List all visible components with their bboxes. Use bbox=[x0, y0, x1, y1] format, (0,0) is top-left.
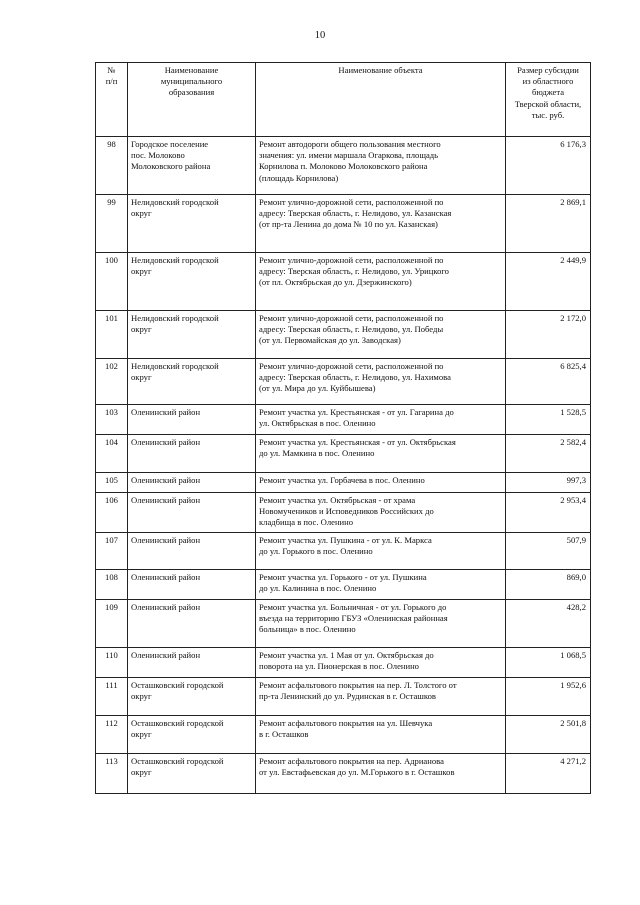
row-amount: 869,0 bbox=[506, 570, 591, 600]
row-number: 111 bbox=[96, 678, 128, 716]
table-row bbox=[96, 716, 591, 754]
row-number: 113 bbox=[96, 754, 128, 794]
row-number: 108 bbox=[96, 570, 128, 600]
row-municipality: Городское поселение пос. Молоково Молоковского района bbox=[128, 137, 256, 195]
header-num: № п/п bbox=[96, 63, 128, 137]
table-row bbox=[96, 600, 591, 648]
row-municipality: Оленинский район bbox=[128, 435, 256, 473]
row-number: 99 bbox=[96, 195, 128, 253]
row-amount: 2 869,1 bbox=[506, 195, 591, 253]
row-municipality: Осташковский городской округ bbox=[128, 754, 256, 794]
row-object: Ремонт участка ул. Крестьянская - от ул. Октябрьская до ул. Мамкина в пос. Оленино bbox=[256, 435, 506, 473]
table-row bbox=[96, 678, 591, 716]
row-municipality: Оленинский район bbox=[128, 405, 256, 435]
row-municipality: Оленинский район bbox=[128, 493, 256, 533]
row-amount: 6 176,3 bbox=[506, 137, 591, 195]
row-amount: 2 953,4 bbox=[506, 493, 591, 533]
header-municipality: Наименование муниципального образования bbox=[128, 63, 256, 137]
row-object: Ремонт асфальтового покрытия на ул. Шевчука в г. Осташков bbox=[256, 716, 506, 754]
row-object: Ремонт участка ул. Крестьянская - от ул. Гагарина до ул. Октябрьская в пос. Оленино bbox=[256, 405, 506, 435]
row-municipality: Осташковский городской округ bbox=[128, 716, 256, 754]
row-amount: 507,9 bbox=[506, 533, 591, 570]
row-object: Ремонт асфальтового покрытия на пер. Л. Толстого от пр-та Ленинский до ул. Рудинская в г. Осташков bbox=[256, 678, 506, 716]
row-amount: 1 528,5 bbox=[506, 405, 591, 435]
row-object: Ремонт участка ул. Октябрьская - от храма Новомучеников и Исповедников Российских до кладбища в пос. Оленино bbox=[256, 493, 506, 533]
row-amount: 1 068,5 bbox=[506, 648, 591, 678]
table-row bbox=[96, 754, 591, 794]
row-object: Ремонт улично-дорожной сети, расположенной по адресу: Тверская область, г. Нелидово, ул. Победы (от ул. Первомайская до ул. Заводская) bbox=[256, 311, 506, 359]
row-number: 106 bbox=[96, 493, 128, 533]
row-municipality: Оленинский район bbox=[128, 600, 256, 648]
row-amount: 428,2 bbox=[506, 600, 591, 648]
row-number: 105 bbox=[96, 473, 128, 493]
row-amount: 2 172,0 bbox=[506, 311, 591, 359]
row-object: Ремонт улично-дорожной сети, расположенной по адресу: Тверская область, г. Нелидово, ул. Казанская (от пр-та Ленина до дома № 10 по ул. Казанская) bbox=[256, 195, 506, 253]
row-object: Ремонт участка ул. Больничная - от ул. Горького до въезда на территорию ГБУЗ «Оленинская районная больница» в пос. Оленино bbox=[256, 600, 506, 648]
subsidy-table bbox=[95, 62, 591, 794]
table-row bbox=[96, 570, 591, 600]
row-municipality: Оленинский район bbox=[128, 473, 256, 493]
table-row bbox=[96, 648, 591, 678]
row-number: 112 bbox=[96, 716, 128, 754]
table-row bbox=[96, 533, 591, 570]
row-object: Ремонт участка ул. Горбачева в пос. Оленино bbox=[256, 473, 506, 493]
header-subsidy: Размер субсидии из областного бюджета Тверской области, тыс. руб. bbox=[506, 63, 591, 137]
header-object: Наименование объекта bbox=[256, 63, 506, 137]
row-amount: 2 582,4 bbox=[506, 435, 591, 473]
table-row bbox=[96, 137, 591, 195]
row-municipality: Нелидовский городской округ bbox=[128, 359, 256, 405]
row-object: Ремонт асфальтового покрытия на пер. Адрианова от ул. Евстафьевская до ул. М.Горького в г. Осташков bbox=[256, 754, 506, 794]
row-amount: 2 449,9 bbox=[506, 253, 591, 311]
row-number: 103 bbox=[96, 405, 128, 435]
row-number: 104 bbox=[96, 435, 128, 473]
row-municipality: Оленинский район bbox=[128, 533, 256, 570]
row-number: 110 bbox=[96, 648, 128, 678]
page-number: 10 bbox=[314, 30, 326, 41]
row-number: 100 bbox=[96, 253, 128, 311]
table-row bbox=[96, 405, 591, 435]
row-number: 107 bbox=[96, 533, 128, 570]
row-object: Ремонт улично-дорожной сети, расположенной по адресу: Тверская область, г. Нелидово, ул. Урицкого (от пл. Октябрьская до ул. Дзержинского) bbox=[256, 253, 506, 311]
row-amount: 997,3 bbox=[506, 473, 591, 493]
row-municipality: Осташковский городской округ bbox=[128, 678, 256, 716]
table-row bbox=[96, 473, 591, 493]
row-amount: 6 825,4 bbox=[506, 359, 591, 405]
row-amount: 1 952,6 bbox=[506, 678, 591, 716]
row-object: Ремонт участка ул. Пушкина - от ул. К. Маркса до ул. Горького в пос. Оленино bbox=[256, 533, 506, 570]
row-number: 109 bbox=[96, 600, 128, 648]
row-amount: 2 501,8 bbox=[506, 716, 591, 754]
row-municipality: Оленинский район bbox=[128, 648, 256, 678]
table-row bbox=[96, 359, 591, 405]
table-header-row bbox=[96, 63, 591, 137]
table-row bbox=[96, 311, 591, 359]
table-row bbox=[96, 195, 591, 253]
table-row bbox=[96, 493, 591, 533]
row-object: Ремонт автодороги общего пользования местного значения: ул. имени маршала Огаркова, площадь Корнилова п. Молоково Молоковского района (площадь Корнилова) bbox=[256, 137, 506, 195]
row-municipality: Оленинский район bbox=[128, 570, 256, 600]
row-municipality: Нелидовский городской округ bbox=[128, 311, 256, 359]
row-amount: 4 271,2 bbox=[506, 754, 591, 794]
row-object: Ремонт участка ул. Горького - от ул. Пушкина до ул. Калинина в пос. Оленино bbox=[256, 570, 506, 600]
row-municipality: Нелидовский городской округ bbox=[128, 195, 256, 253]
row-number: 102 bbox=[96, 359, 128, 405]
row-number: 101 bbox=[96, 311, 128, 359]
row-municipality: Нелидовский городской округ bbox=[128, 253, 256, 311]
row-object: Ремонт улично-дорожной сети, расположенной по адресу: Тверская область, г. Нелидово, ул. Нахимова (от ул. Мира до ул. Куйбышева) bbox=[256, 359, 506, 405]
table-row bbox=[96, 253, 591, 311]
row-object: Ремонт участка ул. 1 Мая от ул. Октябрьская до поворота на ул. Пионерская в пос. Оленино bbox=[256, 648, 506, 678]
table-row bbox=[96, 435, 591, 473]
row-number: 98 bbox=[96, 137, 128, 195]
